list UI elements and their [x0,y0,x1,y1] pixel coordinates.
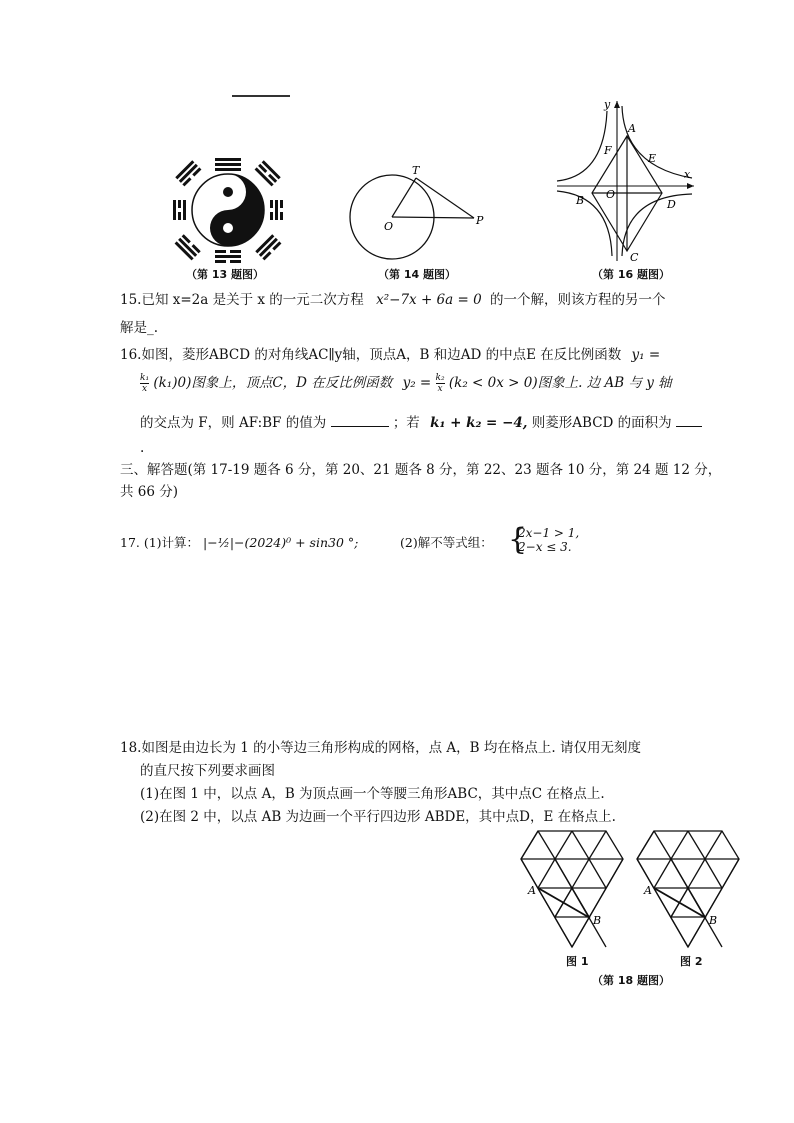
q16-text-b3: ；若 [392,415,420,431]
fig18-sub1: 图 1 [566,955,589,968]
fig14-label-O: O [384,220,394,233]
q15-equation: x²−7x + 6a = 0 [376,292,482,308]
fig16-label-x: x [684,168,691,181]
q17-part1-label: 17. (1)计算： [120,535,200,550]
q15-text-b: 的一个解，则该方程的另一个 [489,292,666,308]
fig18-2-label-A: A [644,884,652,897]
figure-18-grid-2 [636,826,746,951]
fig18-1-label-A: A [528,884,536,897]
q17-ineq1: 2x−1 > 1, [518,526,580,540]
q16-frac1 [140,373,149,394]
q18-line2: 的直尺按下列要求画图 [140,763,275,779]
q16-text-c3: 则菱形ABCD 的面积为 [531,415,672,431]
q16-frac1-num: k₁ [140,373,150,383]
fig16-label-C: C [630,251,639,264]
q16-y1: y₁ = [631,347,661,363]
q16-line3 [140,413,702,433]
q17-part1-expr: |−½|−(2024)⁰ + sin30 °; [203,535,359,550]
fig16-label-B: B [576,194,585,207]
q16-eq: k₁ + k₂ = −4, [430,415,528,431]
fig16-label-A: A [628,122,636,135]
fig18-1-label-B: B [593,914,602,927]
figure-16 [552,96,702,266]
q18-line4: (2)在图 2 中，以点 AB 为边画一个平行四边形 ABDE，其中点D，E 在格点上. [140,809,616,825]
yin-yang-icon [192,174,264,246]
q16-frac1-den: x [141,384,148,394]
fig16-label-E: E [648,152,657,165]
section3-line2: 共 66 分) [120,484,179,500]
q16-text-b2: (k₂ < 0x > 0)图象上. 边 AB 与 y 轴 [448,375,672,391]
fig18-2-label-B: B [709,914,718,927]
section3-line1: 三、解答题(第 17-19 题各 6 分，第 20、21 题各 8 分，第 22、23 题各 10 分，第 24 题 12 分， [120,462,722,478]
fig13-caption: （第 13 题图） [186,268,264,281]
q16-line4: . [140,440,145,456]
fig18-caption: （第 18 题图） [592,974,670,987]
q17-part1 [120,533,358,553]
fig16-label-D: D [667,198,676,211]
q18-line3: (1)在图 1 中，以点 A，B 为顶点画一个等腰三角形ABC，其中点C 在格点上. [140,786,605,802]
q16-frac2-den: x [437,384,443,394]
fig14-label-P: P [476,214,484,227]
fig16-label-O: O [606,188,616,201]
q16-blank-2[interactable] [676,426,702,427]
q16-frac2 [436,373,445,394]
fig16-caption: （第 16 题图） [592,268,670,281]
q16-y2: y₂ = [402,375,432,391]
q15-line1 [120,290,665,310]
fig14-caption: （第 14 题图） [378,268,456,281]
q18-line1: 18.如图是由边长为 1 的小等边三角形构成的网格，点 A，B 均在格点上. 请仅用无刻度 [120,740,641,756]
q17-part2 [400,533,493,553]
top-rule [232,95,290,97]
q16-frac2-num: k₂ [435,373,445,383]
q16-text-a2: (k₁)0)图象上，顶点C，D 在反比例函数 [153,375,393,391]
q16-line2 [140,373,672,394]
fig18-sub2: 图 2 [680,955,703,968]
figure-14 [340,160,490,265]
figure-13 [168,155,288,265]
fig16-label-y: y [604,98,611,111]
fig14-label-T: T [412,164,420,177]
q17-ineq2: 2−x ≤ 3. [518,540,572,554]
q17-part2-label: (2)解不等式组： [400,535,493,550]
q15-line2: 解是_. [120,320,159,336]
figure-18-grid-1 [520,826,630,951]
q15-text-a: 15.已知 x=2a 是关于 x 的一元二次方程 [120,292,364,308]
q16-text-a: 16.如图，菱形ABCD 的对角线AC∥y轴，顶点A，B 和边AD 的中点E 在反比例函数 [120,347,622,363]
q16-text-a3: 的交点为 F，则 AF:BF 的值为 [140,415,327,431]
q17-brace: { [508,522,528,557]
q16-blank-1[interactable] [331,426,389,427]
fig16-label-F: F [604,144,612,157]
q16-line1 [120,345,660,365]
